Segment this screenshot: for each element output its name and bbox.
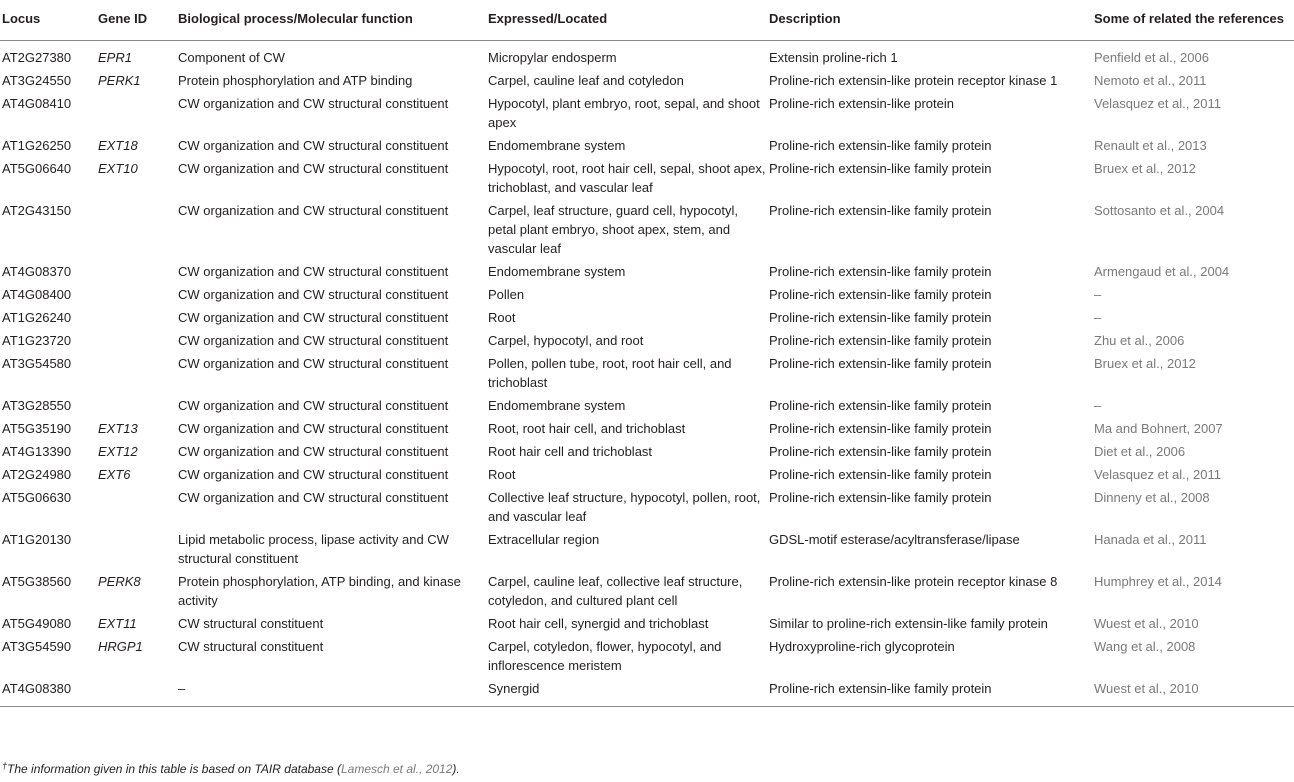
process-cell xyxy=(178,283,488,306)
gene-id-cell xyxy=(98,612,178,635)
description-cell xyxy=(769,41,1094,70)
location-text: Root xyxy=(488,467,516,482)
footnote-text-after: ). xyxy=(452,762,460,776)
locus-text: AT1G26240 xyxy=(2,310,72,325)
description-cell xyxy=(769,417,1094,440)
location-text: Carpel, cauline leaf, collective leaf structure, cotyledon, and cultured plant cell xyxy=(488,574,743,608)
description-cell xyxy=(769,570,1094,612)
reference-cell xyxy=(1094,69,1294,92)
description-text: Proline-rich extensin-like family protein xyxy=(769,333,992,348)
reference-cell xyxy=(1094,92,1294,134)
reference-cell xyxy=(1094,612,1294,635)
gene-id-text: PERK1 xyxy=(98,73,141,88)
locus-text: AT5G06640 xyxy=(2,161,72,176)
locus-text: AT5G06630 xyxy=(2,490,72,505)
table-row xyxy=(0,440,1294,463)
locus-text: AT4G08400 xyxy=(2,287,72,302)
gene-id-cell xyxy=(98,41,178,70)
locus-cell xyxy=(0,570,98,612)
locus-text: AT4G08410 xyxy=(2,96,72,111)
process-text: CW organization and CW structural constituent xyxy=(178,333,449,348)
gene-id-cell xyxy=(98,486,178,528)
location-cell xyxy=(488,528,769,570)
location-text: Carpel, cauline leaf and cotyledon xyxy=(488,73,684,88)
gene-id-text: EXT6 xyxy=(98,467,131,482)
location-cell xyxy=(488,283,769,306)
reference-cell xyxy=(1094,41,1294,70)
table-row xyxy=(0,570,1294,612)
process-cell xyxy=(178,570,488,612)
locus-cell xyxy=(0,92,98,134)
gene-id-text: HRGP1 xyxy=(98,639,143,654)
process-text: Component of CW xyxy=(178,50,285,65)
location-text: Root hair cell, synergid and trichoblast xyxy=(488,616,709,631)
location-cell xyxy=(488,134,769,157)
process-text: CW organization and CW structural constituent xyxy=(178,356,449,371)
header-description: Description xyxy=(769,0,1094,41)
process-text: CW organization and CW structural constituent xyxy=(178,138,449,153)
reference-cell xyxy=(1094,440,1294,463)
process-text: CW organization and CW structural constituent xyxy=(178,264,449,279)
location-cell xyxy=(488,352,769,394)
location-text: Root hair cell and trichoblast xyxy=(488,444,653,459)
process-cell xyxy=(178,440,488,463)
process-cell xyxy=(178,306,488,329)
description-cell xyxy=(769,528,1094,570)
location-text: Root, root hair cell, and trichoblast xyxy=(488,421,686,436)
description-cell xyxy=(769,440,1094,463)
location-cell xyxy=(488,635,769,677)
reference-text[interactable]: Penfield et al., 2006 xyxy=(1094,50,1209,65)
gene-id-cell xyxy=(98,134,178,157)
reference-text[interactable]: Wang et al., 2008 xyxy=(1094,639,1196,654)
description-text: Proline-rich extensin-like family protein xyxy=(769,203,992,218)
locus-cell xyxy=(0,199,98,260)
process-cell xyxy=(178,677,488,707)
reference-text[interactable]: Ma and Bohnert, 2007 xyxy=(1094,421,1223,436)
process-text: CW organization and CW structural constituent xyxy=(178,203,449,218)
gene-id-text: PERK8 xyxy=(98,574,141,589)
locus-cell xyxy=(0,440,98,463)
reference-text[interactable]: Velasquez et al., 2011 xyxy=(1094,467,1221,482)
description-text: Proline-rich extensin-like protein receptor kinase 1 xyxy=(769,73,1058,88)
footnote-citation-link[interactable]: Lamesch et al., 2012 xyxy=(340,762,453,776)
process-cell xyxy=(178,352,488,394)
table-row xyxy=(0,677,1294,707)
gene-id-cell xyxy=(98,570,178,612)
reference-text[interactable]: Hanada et al., 2011 xyxy=(1094,532,1207,547)
description-cell xyxy=(769,306,1094,329)
description-cell xyxy=(769,69,1094,92)
gene-id-cell xyxy=(98,92,178,134)
table-row xyxy=(0,92,1294,134)
locus-cell xyxy=(0,394,98,417)
locus-cell xyxy=(0,352,98,394)
gene-id-cell xyxy=(98,157,178,199)
location-cell xyxy=(488,329,769,352)
locus-text: AT1G26250 xyxy=(2,138,72,153)
table-row xyxy=(0,260,1294,283)
table-row xyxy=(0,394,1294,417)
process-text: CW organization and CW structural constituent xyxy=(178,490,449,505)
header-expressed-located: Expressed/Located xyxy=(488,0,769,41)
process-text: CW organization and CW structural constituent xyxy=(178,287,449,302)
description-text: Proline-rich extensin-like protein receptor kinase 8 xyxy=(769,574,1058,589)
process-text: CW organization and CW structural constituent xyxy=(178,161,449,176)
gene-id-cell xyxy=(98,463,178,486)
table-row xyxy=(0,463,1294,486)
gene-id-cell xyxy=(98,352,178,394)
locus-text: AT4G08380 xyxy=(2,681,72,696)
gene-id-cell xyxy=(98,677,178,707)
process-cell xyxy=(178,199,488,260)
table-body xyxy=(0,41,1294,707)
location-text: Pollen xyxy=(488,287,525,302)
location-cell xyxy=(488,157,769,199)
description-cell xyxy=(769,463,1094,486)
description-cell xyxy=(769,635,1094,677)
header-biological-process: Biological process/Molecular function xyxy=(178,0,488,41)
location-cell xyxy=(488,260,769,283)
table-row xyxy=(0,352,1294,394)
process-text: CW organization and CW structural constituent xyxy=(178,444,449,459)
process-text: CW organization and CW structural constituent xyxy=(178,96,449,111)
location-text: Extracellular region xyxy=(488,532,600,547)
locus-cell xyxy=(0,417,98,440)
table-row xyxy=(0,306,1294,329)
process-cell xyxy=(178,41,488,70)
description-text: Proline-rich extensin-like family protein xyxy=(769,421,992,436)
process-cell xyxy=(178,486,488,528)
gene-id-cell xyxy=(98,417,178,440)
location-text: Hypocotyl, root, root hair cell, sepal, shoot apex, trichoblast, and vascular leaf xyxy=(488,161,766,195)
table-row xyxy=(0,612,1294,635)
location-text: Micropylar endosperm xyxy=(488,50,617,65)
reference-text[interactable]: Nemoto et al., 2011 xyxy=(1094,73,1207,88)
gene-id-cell xyxy=(98,260,178,283)
locus-cell xyxy=(0,69,98,92)
reference-cell xyxy=(1094,157,1294,199)
location-text: Carpel, cotyledon, flower, hypocotyl, and inflorescence meristem xyxy=(488,639,722,673)
gene-id-cell xyxy=(98,199,178,260)
location-text: Endomembrane system xyxy=(488,398,626,413)
locus-text: AT5G35190 xyxy=(2,421,72,436)
gene-id-cell xyxy=(98,635,178,677)
description-text: Proline-rich extensin-like family protein xyxy=(769,444,992,459)
header-references: Some of related the references xyxy=(1094,0,1294,41)
table-footnote xyxy=(2,760,460,779)
reference-text[interactable]: Sottosanto et al., 2004 xyxy=(1094,203,1225,218)
reference-text[interactable]: Wuest et al., 2010 xyxy=(1094,681,1199,696)
gene-id-text: EPR1 xyxy=(98,50,132,65)
reference-cell xyxy=(1094,570,1294,612)
process-text: CW organization and CW structural constituent xyxy=(178,421,449,436)
location-text: Carpel, hypocotyl, and root xyxy=(488,333,644,348)
description-cell xyxy=(769,394,1094,417)
location-text: Endomembrane system xyxy=(488,264,626,279)
reference-cell xyxy=(1094,260,1294,283)
locus-cell xyxy=(0,463,98,486)
location-cell xyxy=(488,570,769,612)
reference-text[interactable]: Wuest et al., 2010 xyxy=(1094,616,1199,631)
description-text: Similar to proline-rich extensin-like family protein xyxy=(769,616,1048,631)
location-cell xyxy=(488,440,769,463)
locus-text: AT2G27380 xyxy=(2,50,72,65)
process-text: CW structural constituent xyxy=(178,616,324,631)
locus-text: AT3G54590 xyxy=(2,639,72,654)
footnote-text-before: The information given in this table is based on TAIR database ( xyxy=(7,762,341,776)
gene-id-text: EXT10 xyxy=(98,161,138,176)
locus-text: AT2G43150 xyxy=(2,203,72,218)
description-cell xyxy=(769,677,1094,707)
locus-text: AT3G28550 xyxy=(2,398,72,413)
location-cell xyxy=(488,199,769,260)
gene-id-cell xyxy=(98,528,178,570)
gene-id-text: EXT11 xyxy=(98,616,137,631)
locus-text: AT1G20130 xyxy=(2,532,72,547)
reference-text[interactable]: – xyxy=(1094,310,1102,325)
process-cell xyxy=(178,612,488,635)
reference-text[interactable]: Humphrey et al., 2014 xyxy=(1094,574,1222,589)
description-cell xyxy=(769,283,1094,306)
reference-cell xyxy=(1094,528,1294,570)
location-cell xyxy=(488,612,769,635)
reference-text[interactable]: Renault et al., 2013 xyxy=(1094,138,1207,153)
reference-text[interactable]: – xyxy=(1094,398,1102,413)
locus-text: AT3G54580 xyxy=(2,356,72,371)
reference-cell xyxy=(1094,352,1294,394)
process-text: Lipid metabolic process, lipase activity and CW structural constituent xyxy=(178,532,449,566)
description-cell xyxy=(769,157,1094,199)
process-cell xyxy=(178,157,488,199)
locus-cell xyxy=(0,134,98,157)
location-cell xyxy=(488,92,769,134)
reference-cell xyxy=(1094,486,1294,528)
locus-cell xyxy=(0,677,98,707)
footnote-marker: † xyxy=(2,761,8,771)
reference-text[interactable]: Bruex et al., 2012 xyxy=(1094,161,1196,176)
location-text: Carpel, leaf structure, guard cell, hypocotyl, petal plant embryo, shoot apex, stem, and vascular leaf xyxy=(488,203,739,256)
table-row xyxy=(0,283,1294,306)
locus-cell xyxy=(0,157,98,199)
reference-text[interactable]: Zhu et al., 2006 xyxy=(1094,333,1185,348)
gene-id-text: EXT12 xyxy=(98,444,138,459)
gene-id-text xyxy=(98,352,178,356)
reference-text[interactable]: Dinneny et al., 2008 xyxy=(1094,490,1210,505)
location-text: Hypocotyl, plant embryo, root, sepal, and shoot apex xyxy=(488,96,760,130)
header-row xyxy=(0,0,1294,41)
description-text: Proline-rich extensin-like family protein xyxy=(769,490,992,505)
process-text: CW organization and CW structural constituent xyxy=(178,467,449,482)
reference-text[interactable]: Velasquez et al., 2011 xyxy=(1094,96,1221,111)
gene-id-text xyxy=(98,260,178,264)
reference-text[interactable]: Bruex et al., 2012 xyxy=(1094,356,1196,371)
gene-id-text: EXT13 xyxy=(98,421,138,436)
gene-id-cell xyxy=(98,440,178,463)
reference-text[interactable]: Diet et al., 2006 xyxy=(1094,444,1186,459)
process-cell xyxy=(178,417,488,440)
table-row xyxy=(0,199,1294,260)
header-gene-id: Gene ID xyxy=(98,0,178,41)
description-text: Hydroxyproline-rich glycoprotein xyxy=(769,639,955,654)
reference-cell xyxy=(1094,283,1294,306)
gene-id-text xyxy=(98,306,178,310)
gene-id-text xyxy=(98,677,178,687)
reference-cell xyxy=(1094,417,1294,440)
header-locus: Locus xyxy=(0,0,98,41)
description-text: Proline-rich extensin-like family protein xyxy=(769,264,992,279)
process-cell xyxy=(178,69,488,92)
description-text: Proline-rich extensin-like family protein xyxy=(769,398,992,413)
locus-text: AT5G38560 xyxy=(2,574,72,589)
description-cell xyxy=(769,329,1094,352)
process-text: CW structural constituent xyxy=(178,639,324,654)
description-text: Proline-rich extensin-like family protein xyxy=(769,310,992,325)
gene-id-cell xyxy=(98,283,178,306)
reference-text[interactable]: – xyxy=(1094,287,1102,302)
description-cell xyxy=(769,260,1094,283)
locus-text: AT2G24980 xyxy=(2,467,72,482)
description-cell xyxy=(769,92,1094,134)
location-text: Synergid xyxy=(488,681,540,696)
process-cell xyxy=(178,394,488,417)
reference-cell xyxy=(1094,394,1294,417)
description-text: Proline-rich extensin-like family protein xyxy=(769,161,992,176)
reference-cell xyxy=(1094,329,1294,352)
process-cell xyxy=(178,329,488,352)
process-cell xyxy=(178,260,488,283)
gene-id-text xyxy=(98,199,178,203)
reference-text[interactable]: Armengaud et al., 2004 xyxy=(1094,264,1230,279)
gene-id-text xyxy=(98,528,178,532)
description-text: Proline-rich extensin-like family protein xyxy=(769,467,992,482)
process-text: – xyxy=(178,681,186,696)
description-text: Proline-rich extensin-like family protein xyxy=(769,138,992,153)
process-text: Protein phosphorylation and ATP binding xyxy=(178,73,413,88)
table-row xyxy=(0,486,1294,528)
table-row xyxy=(0,417,1294,440)
description-text: Extensin proline-rich 1 xyxy=(769,50,898,65)
gene-id-cell xyxy=(98,329,178,352)
description-cell xyxy=(769,486,1094,528)
locus-cell xyxy=(0,41,98,70)
locus-text: AT1G23720 xyxy=(2,333,72,348)
process-cell xyxy=(178,463,488,486)
table-row xyxy=(0,329,1294,352)
gene-id-cell xyxy=(98,69,178,92)
gene-id-cell xyxy=(98,394,178,417)
locus-text: AT5G49080 xyxy=(2,616,72,631)
description-text: Proline-rich extensin-like family protein xyxy=(769,356,992,371)
location-text: Pollen, pollen tube, root, root hair cell, and trichoblast xyxy=(488,356,732,390)
locus-cell xyxy=(0,260,98,283)
gene-id-text xyxy=(98,394,178,398)
process-cell xyxy=(178,528,488,570)
table-row xyxy=(0,134,1294,157)
location-cell xyxy=(488,417,769,440)
locus-cell xyxy=(0,528,98,570)
locus-cell xyxy=(0,329,98,352)
table-row xyxy=(0,69,1294,92)
location-cell xyxy=(488,394,769,417)
process-cell xyxy=(178,635,488,677)
process-text: CW organization and CW structural constituent xyxy=(178,398,449,413)
process-cell xyxy=(178,92,488,134)
locus-cell xyxy=(0,486,98,528)
gene-id-text xyxy=(98,92,178,96)
reference-cell xyxy=(1094,463,1294,486)
locus-cell xyxy=(0,283,98,306)
gene-id-text: EXT18 xyxy=(98,138,138,153)
description-cell xyxy=(769,199,1094,260)
locus-cell xyxy=(0,612,98,635)
gene-id-text xyxy=(98,486,178,490)
reference-cell xyxy=(1094,635,1294,677)
description-cell xyxy=(769,612,1094,635)
process-cell xyxy=(178,134,488,157)
table-row xyxy=(0,635,1294,677)
location-cell xyxy=(488,486,769,528)
process-text: CW organization and CW structural constituent xyxy=(178,310,449,325)
locus-text: AT4G13390 xyxy=(2,444,72,459)
location-cell xyxy=(488,677,769,707)
gene-id-cell xyxy=(98,306,178,329)
table-row xyxy=(0,528,1294,570)
reference-cell xyxy=(1094,134,1294,157)
reference-cell xyxy=(1094,677,1294,707)
locus-text: AT3G24550 xyxy=(2,73,72,88)
locus-cell xyxy=(0,306,98,329)
location-text: Collective leaf structure, hypocotyl, pollen, root, and vascular leaf xyxy=(488,490,761,524)
gene-id-text xyxy=(98,283,178,287)
table-row xyxy=(0,41,1294,70)
description-text: Proline-rich extensin-like family protein xyxy=(769,681,992,696)
location-cell xyxy=(488,41,769,70)
location-cell xyxy=(488,69,769,92)
reference-cell xyxy=(1094,199,1294,260)
locus-text: AT4G08370 xyxy=(2,264,72,279)
locus-cell xyxy=(0,635,98,677)
description-cell xyxy=(769,352,1094,394)
location-text: Root xyxy=(488,310,516,325)
process-text: Protein phosphorylation, ATP binding, and kinase activity xyxy=(178,574,461,608)
description-text: Proline-rich extensin-like family protein xyxy=(769,287,992,302)
location-cell xyxy=(488,306,769,329)
description-cell xyxy=(769,134,1094,157)
description-text: GDSL-motif esterase/acyltransferase/lipase xyxy=(769,532,1020,547)
table-row xyxy=(0,157,1294,199)
location-text: Endomembrane system xyxy=(488,138,626,153)
location-cell xyxy=(488,463,769,486)
gene-id-text xyxy=(98,329,178,333)
reference-cell xyxy=(1094,306,1294,329)
description-text: Proline-rich extensin-like protein xyxy=(769,96,954,111)
